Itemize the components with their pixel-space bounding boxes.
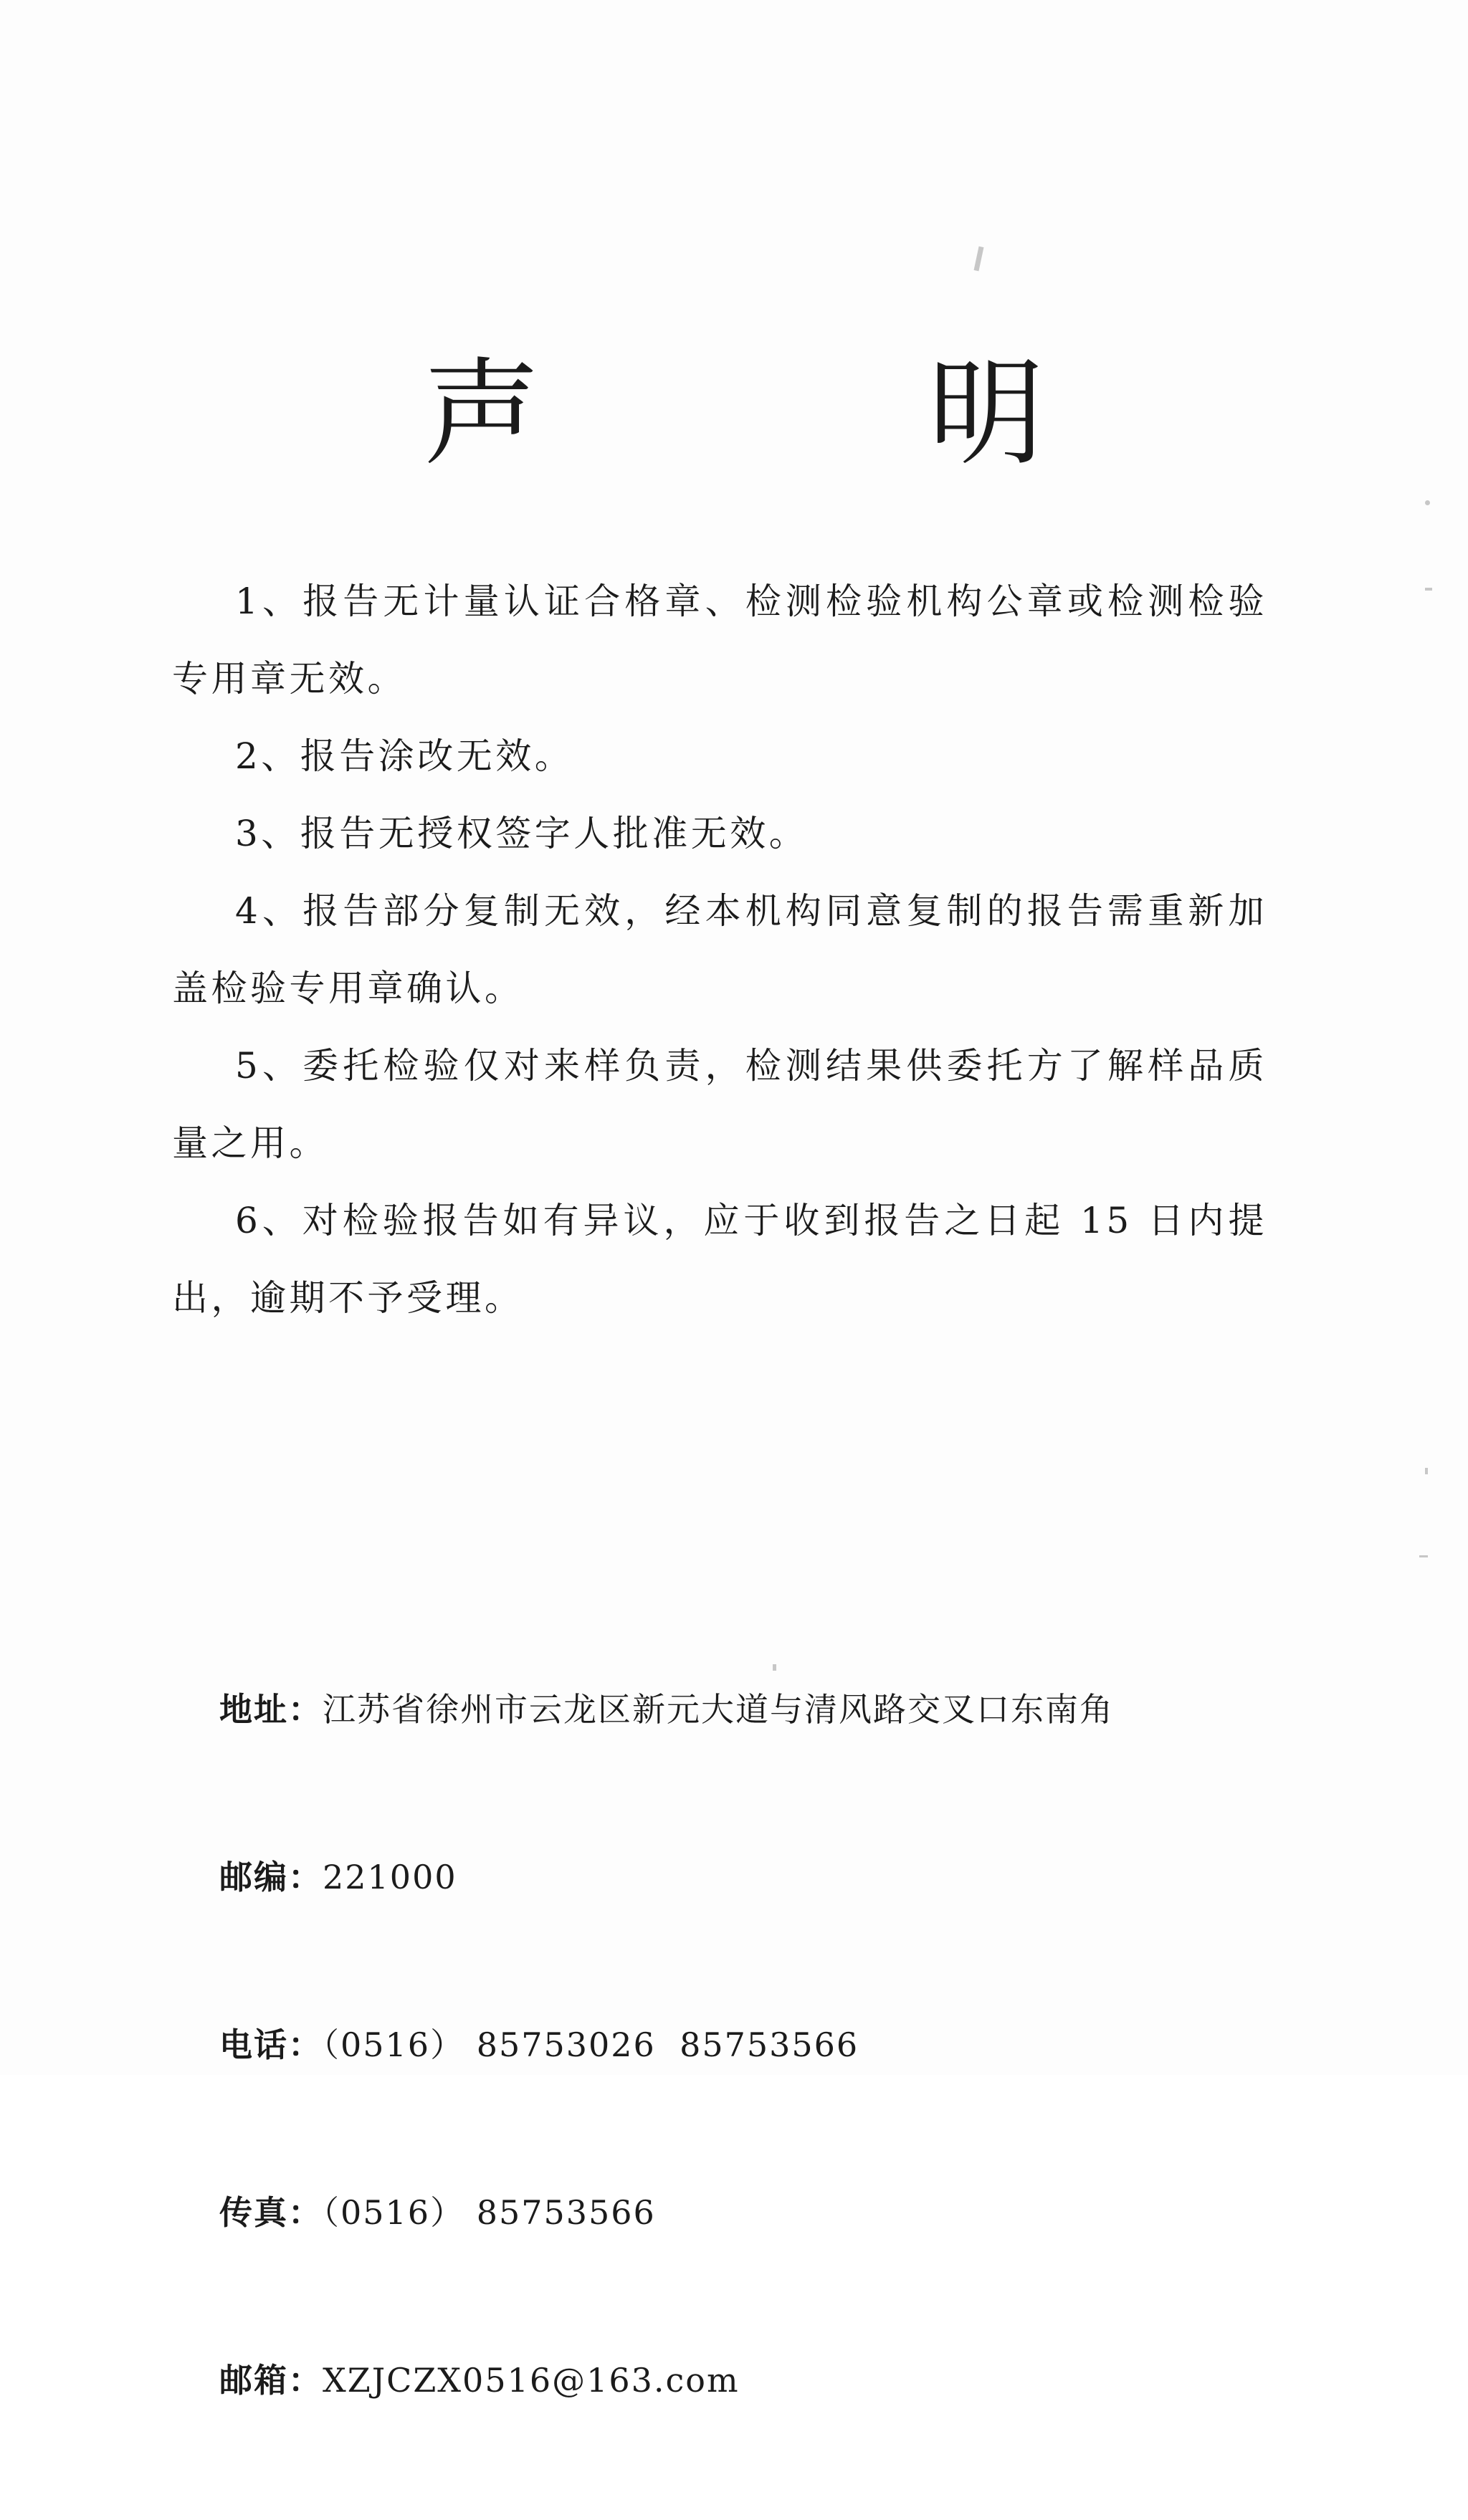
contact-email-row bbox=[219, 2352, 1295, 2408]
contact-postcode-row bbox=[219, 1849, 1295, 1905]
email-value: XZJCZX0516@163.com bbox=[323, 2361, 740, 2400]
scan-speck bbox=[974, 247, 984, 272]
scan-speck bbox=[1425, 588, 1432, 591]
declaration-item-6: 6、对检验报告如有异议，应于收到报告之日起 15 日内提出，逾期不予受理。 bbox=[172, 1200, 1267, 1319]
fax-label: 传真： bbox=[219, 2193, 323, 2232]
declaration-item-5: 5、委托检验仅对来样负责，检测结果供委托方了解样品质量之用。 bbox=[172, 1045, 1267, 1164]
fax-value: （0516） 85753566 bbox=[323, 2193, 656, 2232]
declaration-list bbox=[172, 563, 1267, 1337]
declaration-item-4: 4、报告部分复制无效，经本机构同意复制的报告需重新加盖检验专用章确认。 bbox=[172, 890, 1267, 1009]
declaration-item-3: 3、报告无授权签字人批准无效。 bbox=[235, 813, 809, 854]
scan-speck bbox=[1425, 500, 1430, 505]
scan-speck bbox=[1425, 1468, 1428, 1474]
phone-value: （0516） 85753026 85753566 bbox=[323, 2025, 859, 2064]
postcode-value: 221000 bbox=[323, 1858, 457, 1896]
phone-label: 电话： bbox=[219, 2025, 323, 2064]
contact-block bbox=[219, 1570, 1295, 2520]
scan-speck bbox=[773, 1664, 776, 1671]
contact-phone-row bbox=[219, 2017, 1295, 2073]
email-label: 邮箱： bbox=[219, 2361, 323, 2400]
address-value: 江苏省徐州市云龙区新元大道与清风路交叉口东南角 bbox=[323, 1690, 1114, 1729]
scan-speck bbox=[1419, 1555, 1428, 1557]
declaration-item-2: 2、报告涂改无效。 bbox=[235, 735, 574, 777]
page-title: 声 明 bbox=[424, 347, 1181, 482]
address-label: 地址： bbox=[219, 1690, 323, 1729]
contact-fax-row bbox=[219, 2185, 1295, 2240]
postcode-label: 邮编： bbox=[219, 1858, 323, 1896]
contact-address-row bbox=[219, 1681, 1295, 1737]
declaration-item-1: 1、报告无计量认证合格章、检测检验机构公章或检测检验专用章无效。 bbox=[172, 581, 1267, 700]
